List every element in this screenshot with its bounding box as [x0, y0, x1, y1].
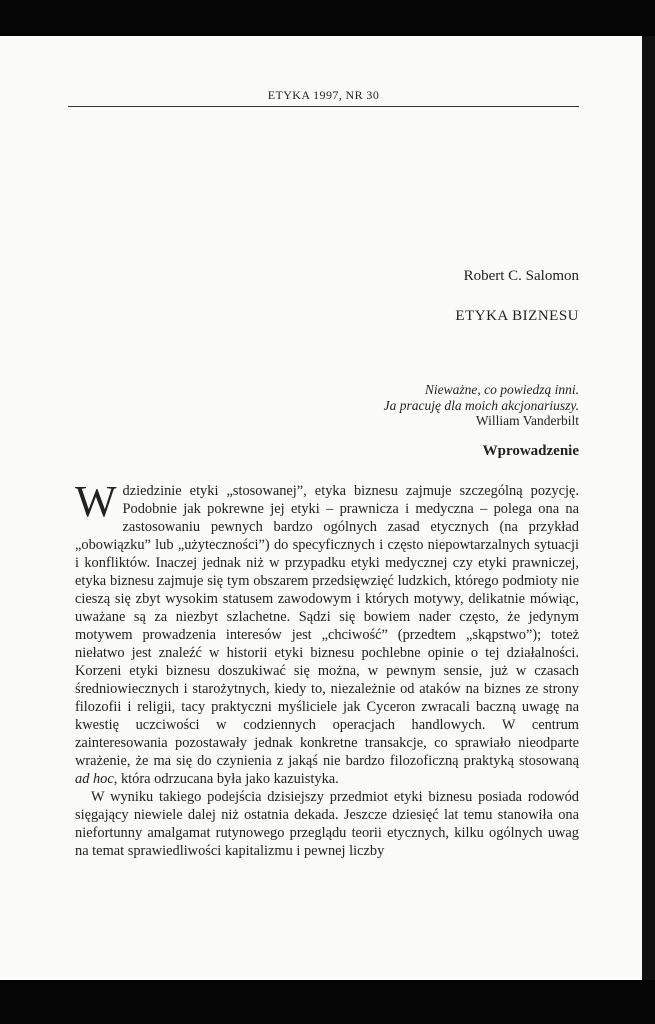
epigraph-attribution: William Vanderbilt — [475, 413, 579, 428]
paragraph-2: W wyniku takiego podejścia dzisiejszy przedmiot etyki biznesu posiada rodowód sięgający niewiele dalej niż ostatnia dekada. Jeszcze dziesięć lat temu stanowiła ona niefortunny amalgamat rutynowego przeglądu teorii etycznych, kilku ogólnych uwag na temat sprawiedliwości kapitalizmu i pewnej liczby — [75, 789, 579, 859]
running-head: ETYKA 1997, NR 30 — [267, 88, 380, 102]
article-author: Robert C. Salomon — [463, 268, 579, 284]
scan-bottom-border — [0, 980, 655, 1024]
section-heading: Wprowadzenie — [482, 443, 579, 459]
header-rule — [68, 106, 579, 107]
article-title: ETYKA BIZNESU — [455, 308, 579, 324]
body-text — [75, 477, 579, 860]
document-page — [0, 36, 642, 980]
epigraph-line-1: Nieważne, co powiedzą inni. — [424, 382, 579, 397]
scan-top-border — [0, 0, 655, 36]
paragraph-1-end: , która odrzucana była jako kazuistyka. — [113, 771, 339, 787]
epigraph — [384, 382, 579, 429]
epigraph-line-2: Ja pracuję dla moich akcjonariuszy. — [383, 397, 579, 413]
drop-cap: W — [75, 477, 117, 526]
paragraph-1-italic: ad hoc — [75, 771, 114, 787]
paragraph-1-text: dziedzinie etyki „stosowanej”, etyka biznesu zajmuje szczególną pozycję. Podobnie jak pokrewne jej etyki – prawnicza i medyczna – polega ona na zastosowaniu pewnych bardzo ogólnych zasad etycznych (na przykład „obowiązku” lub „użyteczności”) do specyficznych i często niepowtarzalnych sytuacji i konfliktów. Inaczej jednak niż w przypadku etyki medycznej czy etyki prawniczej, etyka biznesu zajmuje się tym obszarem przedsięwzięć ludzkich, którego podmioty nie cieszą się zbyt wysokim statusem zawodowym i których motywy, delikatnie mówiąc, uważane są za niezbyt szlachetne. Sądzi się bowiem nader często, że jedynym motywem prowadzenia interesów jest „chciwość” (przedtem „skąpstwo”); toteż niełatwo jest znaleźć w historii etyki biznesu pochlebne opinie o tej działalności. Korzeni etyki biznesu doszukiwać się można, w pewnym sensie, już w czasach średniowiecznych i starożytnych, kiedy to, niezależnie od ataków na biznes ze strony filozofii i religii, tacy praktyczni myśliciele jak Cyceron zwracali baczną uwagę na kwestię uczciwości w codziennych operacjach handlowych. W centrum zainteresowania pozostawały jednak konkretne transakcje, co sprawiało nieodparte wrażenie, że ma się do czynienia z jakąś nie bardzo filozoficzną praktyką stosowaną — [75, 483, 579, 769]
scan-right-border — [642, 36, 655, 980]
paragraph-1 — [75, 477, 579, 788]
